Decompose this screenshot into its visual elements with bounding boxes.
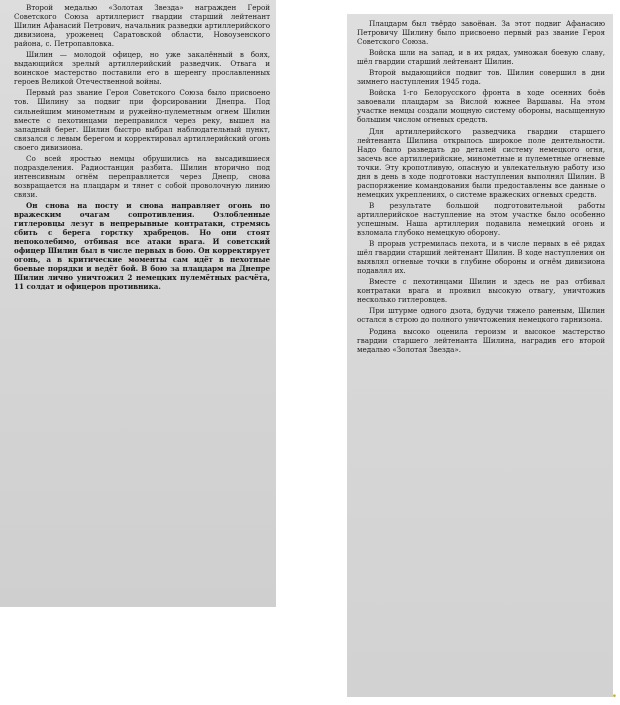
article-paragraph: Вместе с пехотинцами Шилин и здесь не раз отбивал контратаки врага и проявил высокую отвагу, уничтожив несколько гитлеровцев. bbox=[357, 277, 605, 305]
corner-dot-mark: • bbox=[611, 692, 617, 702]
article-paragraph: Второй выдающийся подвиг тов. Шилин совершил в дни зимнего наступления 1945 года. bbox=[357, 68, 605, 87]
article-paragraph: Родина высоко оценила героизм и высокое мастерство гвардии старшего лейтенанта Шилина, наградив его второй медалью «Золотая Звезда». bbox=[357, 326, 605, 354]
article-paragraph: Войска шли на запад, и в их рядах, умножая боевую славу, шёл гвардии старший лейтенант Шилин. bbox=[357, 48, 605, 67]
article-paragraph: Со всей яростью немцы обрушились на высадившиеся подразделения. Радиостанция разбита. Шилин вторично под интенсивным огнём переправляется через Днепр, снова возвращается на плацдарм и тянет с собой проволочную линию связи. bbox=[14, 153, 270, 199]
article-paragraph: Войска 1-го Белорусского фронта в ходе осенних боёв завоевали плацдарм за Вислой южнее Варшавы. На этом участке немцы создали мощную систему обороны, насыщенную большим числом огневых средств. bbox=[357, 88, 605, 125]
article-paragraph: Для артиллерийского разведчика гвардии старшего лейтенанта Шилина открылось широкое поле деятельности. Надо было разведать до деталей систему немецкого огня, засечь все артиллерийские, минометные и пулеметные огневые точки. Эту кропотливую, опасную и увлекательную работу изо дня в день в ходе подготовки наступления выполнял Шилин. В распоряжение командования были предоставлены все данные о немецких укреплениях, о системе вражеских огневых средств. bbox=[357, 126, 605, 199]
newspaper-clipping-left-column bbox=[0, 0, 276, 607]
article-paragraph: Шилин — молодой офицер, но уже закалённый в боях, выдающийся зрелый артиллерийский разведчик. Отвага и воинское мастерство поставили его в шеренгу прославленных героев Великой Отечественной войны. bbox=[14, 50, 270, 87]
article-paragraph: В прорыв устремилась пехота, и в числе первых в её рядах шёл гвардии старший лейтенант Шилин. В ходе наступления он выявлял огневые точки в глубине обороны и огнём дивизиона подавлял их. bbox=[357, 239, 605, 276]
article-paragraph: При штурме одного дзота, будучи тяжело раненым, Шилин остался в строю до полного уничтожения немецкого гарнизона. bbox=[357, 306, 605, 325]
article-paragraph: Первый раз звание Героя Советского Союза было присвоено тов. Шилину за подвиг при форсировании Днепра. Под сильнейшим минометным и ружейно-пулеметным огнем Шилин вместе с пехотинцами переправился через реку, вышел на западный берег. Шилин быстро выбрал наблюдательный пункт, связался с левым берегом и корректировал артиллерийский огонь своего дивизиона. bbox=[14, 88, 270, 152]
article-paragraph: Плацдарм был твёрдо завоёван. За этот подвиг Афанасию Петровичу Шилину было присвоено первый раз звание Героя Советского Союза. bbox=[357, 19, 605, 47]
newspaper-clipping-right-column bbox=[347, 14, 613, 697]
article-paragraph: Он снова на посту и снова направляет огонь по вражеским очагам сопротивления. Озлобленные гитлеровцы лезут в непрерывные контратаки, стремясь сбить с берега горстку храбрецов. Но они стоят непоколебимо, отбивая все атаки врага. И советский офицер Шилин был в числе первых в бою. Он корректирует огонь, а в критические моменты сам идёт в пехотные боевые порядки и ведёт бой. В бою за плацдарм на Днепре Шилин лично уничтожил 2 немецких пулемётных расчёта, 11 солдат и офицеров противника. bbox=[14, 200, 270, 292]
article-paragraph: Второй медалью «Золотая Звезда» награжден Герой Советского Союза артиллерист гвардии старший лейтенант Шилин Афанасий Петрович, начальник разведки артиллерийского дивизиона, уроженец Саратовской области, Новоузенского района, с. Петропавловка. bbox=[14, 3, 270, 49]
article-paragraph: В результате большой подготовительной работы артиллерийское наступление на этом участке было особенно успешным. Наша артиллерия подавила немецкий огонь и взломала глубоко немецкую оборону. bbox=[357, 200, 605, 238]
